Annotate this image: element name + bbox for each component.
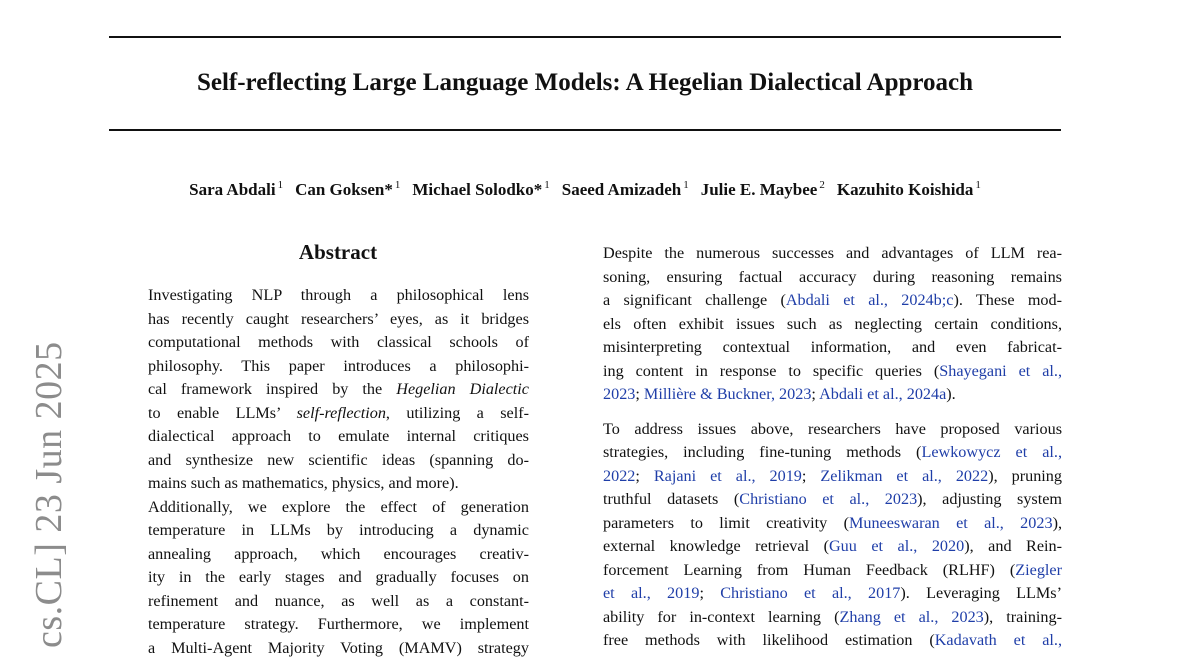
citation-link[interactable]: Millière & Buckner, 2023 bbox=[644, 385, 812, 403]
citation-link[interactable]: Abdali et al., 2024a bbox=[819, 385, 946, 403]
author-name-text: Saeed Amizadeh bbox=[562, 180, 681, 199]
text-line bbox=[148, 284, 529, 308]
text-run: has recently caught researchers’ eyes, as it bridges bbox=[148, 310, 529, 328]
author-name bbox=[412, 180, 549, 199]
text-line bbox=[148, 402, 529, 426]
text-run: ; bbox=[635, 467, 653, 485]
text-line bbox=[603, 360, 1062, 384]
text-line bbox=[148, 331, 529, 355]
emphasis-text: Hegelian Dialectic bbox=[396, 380, 529, 398]
text-line bbox=[603, 313, 1062, 337]
text-run: refinement and nuance, as well as a constant- bbox=[148, 592, 529, 610]
author-affiliation: 1 bbox=[278, 179, 284, 191]
author-name bbox=[189, 180, 283, 199]
text-run: a Multi-Agent Majority Voting (MAMV) strategy bbox=[148, 639, 529, 657]
text-run: soning, ensuring factual accuracy during reasoning remains bbox=[603, 268, 1062, 286]
citation-link[interactable]: Christiano et al., 2017 bbox=[720, 584, 900, 602]
author-name-text: Can Goksen* bbox=[295, 180, 393, 199]
text-run: ; bbox=[802, 467, 820, 485]
text-run: ). bbox=[946, 385, 955, 403]
author-name-text: Kazuhito Koishida bbox=[837, 180, 974, 199]
text-line bbox=[148, 425, 529, 449]
text-run: to enable LLMs’ bbox=[148, 404, 297, 422]
title-bottom-rule bbox=[109, 129, 1061, 131]
text-run: forcement Learning from Human Feedback (RLHF) ( bbox=[603, 561, 1015, 579]
text-run: ; bbox=[811, 385, 819, 403]
author-affiliation: 2 bbox=[819, 179, 825, 191]
text-line bbox=[148, 543, 529, 567]
text-run: external knowledge retrieval ( bbox=[603, 537, 829, 555]
text-line bbox=[148, 449, 529, 473]
text-line bbox=[603, 582, 1062, 606]
text-run: a significant challenge ( bbox=[603, 291, 786, 309]
author-affiliation: 1 bbox=[395, 179, 401, 191]
text-line bbox=[148, 496, 529, 520]
text-run: free methods with likelihood estimation ( bbox=[603, 631, 935, 649]
citation-link[interactable]: Rajani et al., 2019 bbox=[654, 467, 802, 485]
text-line bbox=[603, 535, 1062, 559]
text-line bbox=[603, 559, 1062, 583]
citation-link[interactable]: Kadavath et al., bbox=[935, 631, 1062, 649]
text-run: temperature strategy. Furthermore, we implement bbox=[148, 615, 529, 633]
citation-link[interactable]: Lewkowycz et al., bbox=[921, 443, 1062, 461]
text-line bbox=[603, 629, 1062, 653]
abstract-heading: Abstract bbox=[148, 238, 528, 266]
text-run: and synthesize new scientific ideas (spanning do- bbox=[148, 451, 529, 469]
text-run: ), training- bbox=[984, 608, 1062, 626]
text-run: ), adjusting system bbox=[917, 490, 1062, 508]
author-affiliation: 1 bbox=[544, 179, 550, 191]
author-affiliation: 1 bbox=[975, 179, 981, 191]
citation-link[interactable]: Zelikman et al., 2022 bbox=[820, 467, 988, 485]
text-run: misinterpreting contextual information, and even fabricat- bbox=[603, 338, 1062, 356]
citation-link[interactable]: et al., 2019 bbox=[603, 584, 699, 602]
text-run: ability for in-context learning ( bbox=[603, 608, 839, 626]
text-run: ), bbox=[1053, 514, 1062, 532]
author-name-text: Julie E. Maybee bbox=[701, 180, 818, 199]
author-name bbox=[295, 180, 400, 199]
text-run: philosophy. This paper introduces a philosophi- bbox=[148, 357, 529, 375]
text-line bbox=[148, 590, 529, 614]
text-line bbox=[603, 336, 1062, 360]
text-line bbox=[148, 613, 529, 637]
text-line bbox=[603, 289, 1062, 313]
arxiv-stamp: cs.CL] 23 Jun 2025 bbox=[28, 341, 70, 648]
text-line bbox=[603, 441, 1062, 465]
text-run: , utilizing a self- bbox=[386, 404, 529, 422]
text-line bbox=[603, 488, 1062, 512]
text-run: ing content in response to specific queries ( bbox=[603, 362, 939, 380]
text-line bbox=[603, 465, 1062, 489]
text-run: dialectical approach to emulate internal critiques bbox=[148, 427, 529, 445]
text-run: To address issues above, researchers have proposed various bbox=[603, 420, 1062, 438]
citation-link[interactable]: Shayegani et al., bbox=[939, 362, 1062, 380]
author-name bbox=[837, 180, 981, 199]
emphasis-text: self-reflection bbox=[297, 404, 386, 422]
text-line bbox=[603, 266, 1062, 290]
text-run: ). Leveraging LLMs’ bbox=[900, 584, 1062, 602]
author-affiliation: 1 bbox=[683, 179, 689, 191]
citation-link[interactable]: Abdali et al., 2024b;c bbox=[786, 291, 954, 309]
text-run: ity in the early stages and gradually focuses on bbox=[148, 568, 529, 586]
author-list bbox=[100, 173, 1070, 202]
text-line bbox=[148, 637, 529, 660]
text-run: strategies, including fine-tuning methods ( bbox=[603, 443, 921, 461]
author-name-text: Sara Abdali bbox=[189, 180, 275, 199]
text-run: ; bbox=[699, 584, 720, 602]
text-run: parameters to limit creativity ( bbox=[603, 514, 849, 532]
text-run: ), and Rein- bbox=[964, 537, 1062, 555]
citation-link[interactable]: Muneeswaran et al., 2023 bbox=[849, 514, 1053, 532]
text-line bbox=[148, 308, 529, 332]
text-run: ). These mod- bbox=[953, 291, 1062, 309]
author-name-text: Michael Solodko* bbox=[412, 180, 542, 199]
paper-title: Self-reflecting Large Language Models: A Hegelian Dialectical Approach bbox=[109, 66, 1061, 100]
text-line bbox=[148, 519, 529, 543]
text-run: els often exhibit issues such as neglecting certain conditions, bbox=[603, 315, 1062, 333]
text-line bbox=[603, 383, 1062, 407]
title-top-rule bbox=[109, 36, 1061, 38]
text-run: cal framework inspired by the bbox=[148, 380, 396, 398]
text-run: Despite the numerous successes and advantages of LLM rea- bbox=[603, 244, 1062, 262]
text-line bbox=[148, 566, 529, 590]
text-line bbox=[603, 606, 1062, 630]
text-line bbox=[148, 472, 529, 496]
citation-link[interactable]: Ziegler bbox=[1015, 561, 1062, 579]
text-line bbox=[148, 355, 529, 379]
citation-link[interactable]: Guu et al., 2020 bbox=[829, 537, 964, 555]
citation-link[interactable]: 2023 bbox=[603, 385, 635, 403]
author-name bbox=[701, 180, 825, 199]
text-line bbox=[148, 378, 529, 402]
text-line bbox=[603, 242, 1062, 266]
citation-link[interactable]: Christiano et al., 2023 bbox=[739, 490, 917, 508]
text-run: annealing approach, which encourages creativ- bbox=[148, 545, 529, 563]
citation-link[interactable]: 2022 bbox=[603, 467, 635, 485]
text-run: mains such as mathematics, physics, and more). bbox=[148, 474, 459, 492]
text-run: ; bbox=[635, 385, 644, 403]
text-run: truthful datasets ( bbox=[603, 490, 739, 508]
text-run: Additionally, we explore the effect of generation bbox=[148, 498, 529, 516]
text-run: Investigating NLP through a philosophical lens bbox=[148, 286, 529, 304]
author-name bbox=[562, 180, 689, 199]
text-run: computational methods with classical schools of bbox=[148, 333, 529, 351]
text-line bbox=[603, 418, 1062, 442]
text-line bbox=[603, 512, 1062, 536]
text-run: ), pruning bbox=[988, 467, 1062, 485]
citation-link[interactable]: Zhang et al., 2023 bbox=[839, 608, 983, 626]
text-run: temperature in LLMs by introducing a dynamic bbox=[148, 521, 529, 539]
